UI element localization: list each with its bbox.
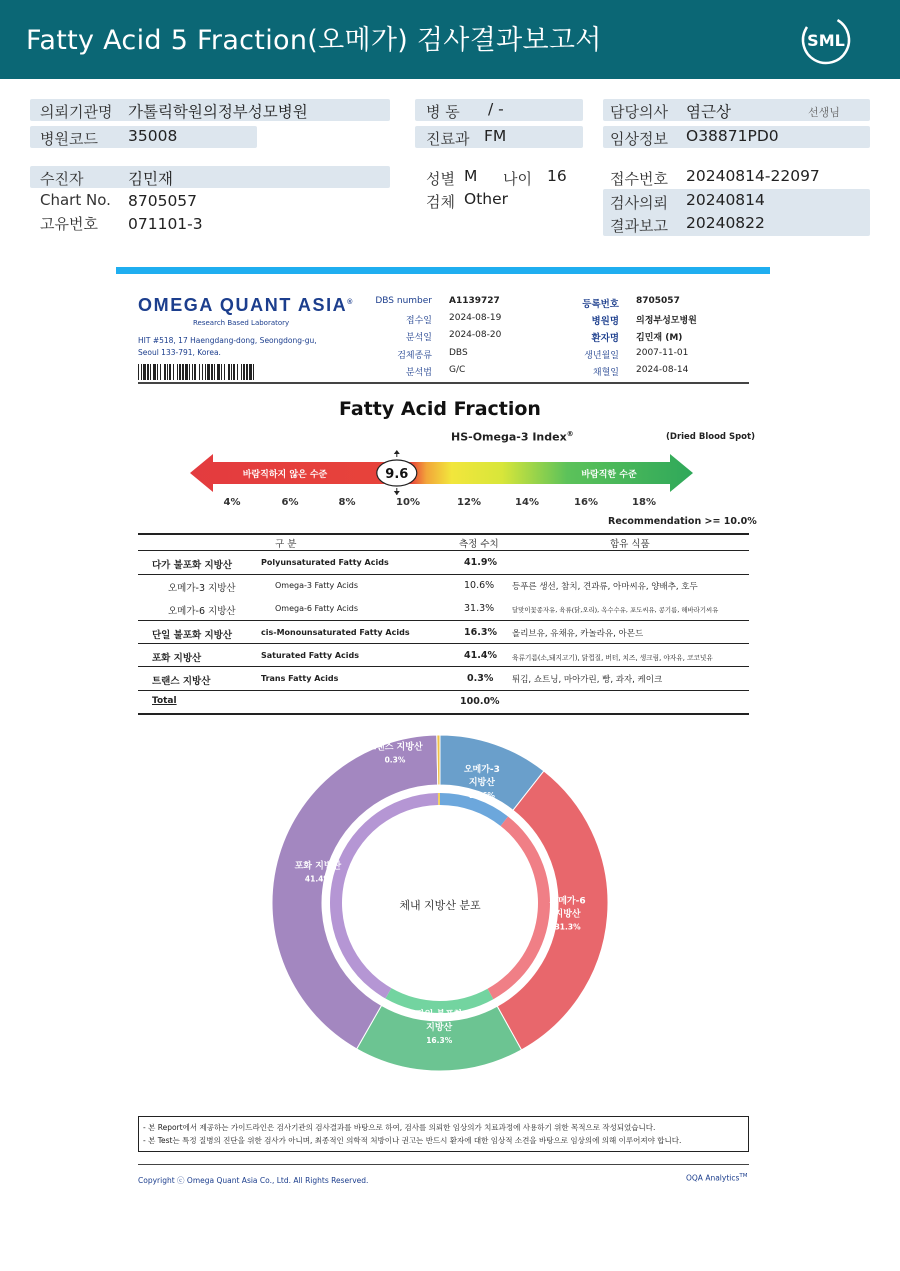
doctor-label: 담당의사 <box>610 103 668 121</box>
chart-no-label: Chart No. <box>40 191 111 209</box>
omega3-index-label: HS-Omega-3 Index <box>451 430 567 444</box>
lab-logo-text: OMEGA QUANT ASIA <box>138 295 348 315</box>
fraction-title: Fatty Acid Fraction <box>339 398 541 420</box>
row-en: Trans Fatty Acids <box>261 674 339 683</box>
total-value: 100.0% <box>460 696 500 707</box>
barcode-bar <box>185 364 188 380</box>
report-title: Fatty Acid 5 Fraction(오메가) 검사결과보고서 <box>26 25 602 56</box>
row-en: cis-Monounsaturated Fatty Acids <box>261 628 410 637</box>
barcode-bar <box>253 364 254 380</box>
segment-label: 포화 지방산 <box>294 861 342 872</box>
barcode-bar <box>179 364 181 380</box>
disclaimer-line-2: - 본 Test는 특정 질병의 진단을 위한 검사가 아니며, 최종적인 의학적 처방이나 권고는 반드시 환자에 대한 임상적 소견을 바탕으로 임상의에 의해 이루어져야 합니다. <box>143 1136 682 1145</box>
segment-label: 단일 불포화 <box>415 1009 463 1020</box>
row-en: Polyunsaturated Fatty Acids <box>261 558 389 567</box>
row-food: 튀김, 쇼트닝, 마아가린, 빵, 과자, 케이크 <box>512 675 663 685</box>
barcode-bar <box>199 364 200 380</box>
section-divider <box>116 267 770 274</box>
lab-logo <box>138 295 354 316</box>
patient-name-value: 김민재 (M) <box>636 333 683 343</box>
barcode-bar <box>143 364 146 380</box>
donut-center-title: 체내 지방산 분포 <box>399 899 481 912</box>
reg-label: 등록번호 <box>582 299 619 310</box>
row-ko: 포화 지방산 <box>152 653 202 664</box>
row-food: 등푸른 생선, 참치, 견과류, 아마씨유, 양배추, 호두 <box>512 582 698 592</box>
type-label: 검체종류 <box>397 351 432 361</box>
row-value: 41.4% <box>464 650 497 661</box>
table-rule <box>138 690 749 691</box>
lab-address-2: Seoul 133-791, Korea. <box>138 348 221 357</box>
row-food: 올리브유, 유채유, 카놀라유, 아몬드 <box>512 629 644 639</box>
barcode-bar <box>138 364 139 380</box>
dbs-value: A1139727 <box>449 296 500 306</box>
omega3-index-title <box>451 430 574 444</box>
analyzed-value: 2024-08-20 <box>449 330 502 340</box>
patient-value: 김민재 <box>128 170 173 188</box>
lab-logo-mark: ® <box>347 299 355 306</box>
analytics-label: OQA Analytics <box>686 1173 740 1183</box>
scale-tick: 14% <box>515 497 539 508</box>
ward-label: 병 동 <box>426 103 460 121</box>
footer-divider <box>138 1164 749 1165</box>
barcode-bar <box>231 364 232 380</box>
doctor-value: 염근상 <box>686 103 731 121</box>
barcode-bar <box>217 364 220 380</box>
request-value: 20240814 <box>686 191 765 209</box>
row-ko: 오메가-3 지방산 <box>168 583 236 594</box>
clinical-value: O38871PD0 <box>686 127 779 145</box>
table-rule <box>138 713 749 715</box>
barcode-bar <box>173 364 174 380</box>
department-label: 진료과 <box>426 130 470 148</box>
good-level-label: 바람직한 수준 <box>581 470 637 480</box>
table-rule <box>138 666 749 667</box>
segment-label: 0.3% <box>384 755 406 765</box>
scale-tick: 18% <box>632 497 656 508</box>
index-value: 9.6 <box>385 467 409 482</box>
scale-tick: 10% <box>396 497 420 508</box>
barcode-bar <box>207 364 210 380</box>
age-value: 16 <box>547 167 567 185</box>
hospital-code-value: 35008 <box>128 127 178 145</box>
type-value: DBS <box>449 348 468 358</box>
row-food: 달맞이꽃종자유, 육류(닭,오리), 옥수수유, 포도씨유, 콩기름, 해바라기씨유 <box>512 606 719 614</box>
barcode-bar <box>169 364 171 380</box>
row-ko: 다가 불포화 지방산 <box>152 560 233 571</box>
barcode-bar <box>194 364 196 380</box>
barcode-icon <box>138 364 254 380</box>
omega3-index-mark: ® <box>566 430 574 438</box>
scale-tick: 4% <box>223 497 241 508</box>
receipt-label: 접수번호 <box>610 170 668 188</box>
row-ko: 오메가-6 지방산 <box>168 606 236 617</box>
inner-segment <box>438 793 440 805</box>
barcode-bar <box>214 364 215 380</box>
age-label: 나이 <box>503 170 532 188</box>
barcode-bar <box>150 364 151 380</box>
hospital-code-label: 병원코드 <box>40 130 98 148</box>
lab-subtitle: Research Based Laboratory <box>193 319 290 327</box>
info-bar <box>30 166 390 188</box>
disclaimer-box <box>138 1116 749 1152</box>
report-header <box>0 0 900 79</box>
barcode-bar <box>237 364 238 380</box>
table-rule <box>138 574 749 575</box>
barcode-bar <box>167 364 168 380</box>
lab-address-1: HIT #518, 17 Haengdang-dong, Seongdong-gu, <box>138 336 317 345</box>
barcode-bar <box>205 364 206 380</box>
row-en: Omega-6 Fatty Acids <box>275 604 359 613</box>
scale-tick: 12% <box>457 497 481 508</box>
table-rule <box>138 550 749 551</box>
received-value: 2024-08-19 <box>449 313 502 323</box>
segment-label: 트랜스 지방산 <box>367 742 423 753</box>
table-rule <box>138 643 749 644</box>
bad-level-label: 바람직하지 않은 수준 <box>242 470 328 480</box>
table-rule <box>138 533 749 535</box>
row-value: 10.6% <box>464 580 495 591</box>
patient-label: 수진자 <box>40 170 84 188</box>
segment-label: 41.4% <box>304 874 331 884</box>
outer-segment <box>497 771 608 1050</box>
hospital-name-label: 병원명 <box>591 316 619 327</box>
barcode-bar <box>189 364 190 380</box>
request-label: 검사의뢰 <box>610 194 668 212</box>
clinical-label: 임상정보 <box>610 130 668 148</box>
analyzed-label: 분석일 <box>405 333 432 343</box>
birth-value: 2007-11-01 <box>636 348 689 358</box>
received-label: 접수일 <box>405 316 432 326</box>
ward-value: / - <box>488 100 504 118</box>
barcode-bar <box>147 364 149 380</box>
segment-label: 지방산 <box>468 778 495 789</box>
sex-value: M <box>464 167 478 185</box>
segment-label: 지방산 <box>426 1022 453 1033</box>
segment-label: 지방산 <box>554 909 581 920</box>
row-ko: 단일 불포화 지방산 <box>152 630 233 641</box>
barcode-bar <box>228 364 230 380</box>
index-marker <box>377 450 417 495</box>
analytics-tm: TM <box>739 1173 748 1179</box>
copyright: Copyright ⓒ Omega Quant Asia Co., Ltd. All Rights Reserved. <box>138 1176 369 1185</box>
report-date-label: 결과보고 <box>610 217 668 235</box>
institution-label: 의뢰기관명 <box>40 103 113 121</box>
patient-name-label: 환자명 <box>591 333 619 344</box>
barcode-bar <box>160 364 161 380</box>
barcode-bar <box>249 364 252 380</box>
barcode-bar <box>233 364 235 380</box>
barcode-bar <box>164 364 166 380</box>
barcode-bar <box>243 364 245 380</box>
scale-tick: 16% <box>574 497 598 508</box>
chart-no-value: 8705057 <box>128 192 198 210</box>
hospital-name-value: 의정부성모병원 <box>636 316 697 326</box>
receipt-value: 20240814-22097 <box>686 167 820 185</box>
draw-label: 채혈일 <box>592 368 619 378</box>
barcode-bar <box>224 364 225 380</box>
row-food: 육류기름(소,돼지고기), 닭껍질, 버터, 치즈, 생크림, 야자유, 코코넛유 <box>512 654 713 662</box>
specimen-value: Other <box>464 190 509 208</box>
method-label: 분석법 <box>405 368 432 378</box>
doctor-suffix: 선생님 <box>808 106 840 119</box>
recommendation: Recommendation >= 10.0% <box>608 516 757 527</box>
barcode-bar <box>192 364 193 380</box>
unique-no-value: 071101-3 <box>128 215 203 233</box>
barcode-bar <box>141 364 142 380</box>
barcode-bar <box>182 364 184 380</box>
outer-segment <box>437 735 440 785</box>
row-value: 41.9% <box>464 557 497 568</box>
method-value: G/C <box>449 365 466 375</box>
barcode-bar <box>153 364 156 380</box>
segment-label: 10.6% <box>468 791 495 801</box>
scale-tick: 6% <box>281 497 299 508</box>
sex-label: 성별 <box>426 170 455 188</box>
oqa-analytics <box>686 1173 748 1183</box>
header-food: 함유 식품 <box>610 539 650 550</box>
fatty-acid-donut-chart <box>250 735 640 1085</box>
barcode-bar <box>221 364 222 380</box>
segment-label: 오메가-6 <box>549 896 586 907</box>
institution-value: 가톨릭학원의정부성모병원 <box>128 103 308 121</box>
barcode-bar <box>211 364 213 380</box>
table-rule <box>138 620 749 621</box>
draw-value: 2024-08-14 <box>636 365 689 375</box>
segment-label: 16.3% <box>426 1035 453 1045</box>
row-value: 0.3% <box>467 673 494 684</box>
dbs-label: DBS number <box>375 296 432 306</box>
row-ko: 트랜스 지방산 <box>152 676 211 687</box>
dbs-note: (Dried Blood Spot) <box>666 432 755 442</box>
row-en: Omega-3 Fatty Acids <box>275 581 359 590</box>
header-value: 측정 수치 <box>459 539 499 550</box>
header-category: 구 분 <box>275 539 297 550</box>
barcode-bar <box>177 364 178 380</box>
unique-no-label: 고유번호 <box>40 215 98 233</box>
report-date-value: 20240822 <box>686 214 765 232</box>
segment-label: 31.3% <box>554 922 581 932</box>
sml-logo-icon <box>798 12 854 68</box>
department-value: FM <box>484 127 507 145</box>
scale-tick: 8% <box>338 497 356 508</box>
barcode-bar <box>246 364 248 380</box>
segment-label: 오메가-3 <box>463 765 500 776</box>
row-en: Saturated Fatty Acids <box>261 651 359 660</box>
specimen-label: 검체 <box>426 193 455 211</box>
barcode-bar <box>202 364 203 380</box>
total-label: Total <box>152 696 177 706</box>
row-value: 31.3% <box>464 603 495 614</box>
barcode-bar <box>241 364 242 380</box>
reg-value: 8705057 <box>636 296 680 306</box>
barcode-bar <box>157 364 158 380</box>
disclaimer-line-1: - 본 Report에서 제공하는 가이드라인은 검사기관의 검사결과를 바탕으로 하여, 검사를 의뢰한 임상의가 치료과정에 사용하기 위한 목적으로 작성되었습니다. <box>143 1123 656 1132</box>
row-value: 16.3% <box>464 627 497 638</box>
sml-logo-text: SML <box>807 31 845 50</box>
meta-divider <box>138 382 749 384</box>
omega3-index-scale <box>185 450 705 496</box>
birth-label: 생년월일 <box>584 351 619 361</box>
